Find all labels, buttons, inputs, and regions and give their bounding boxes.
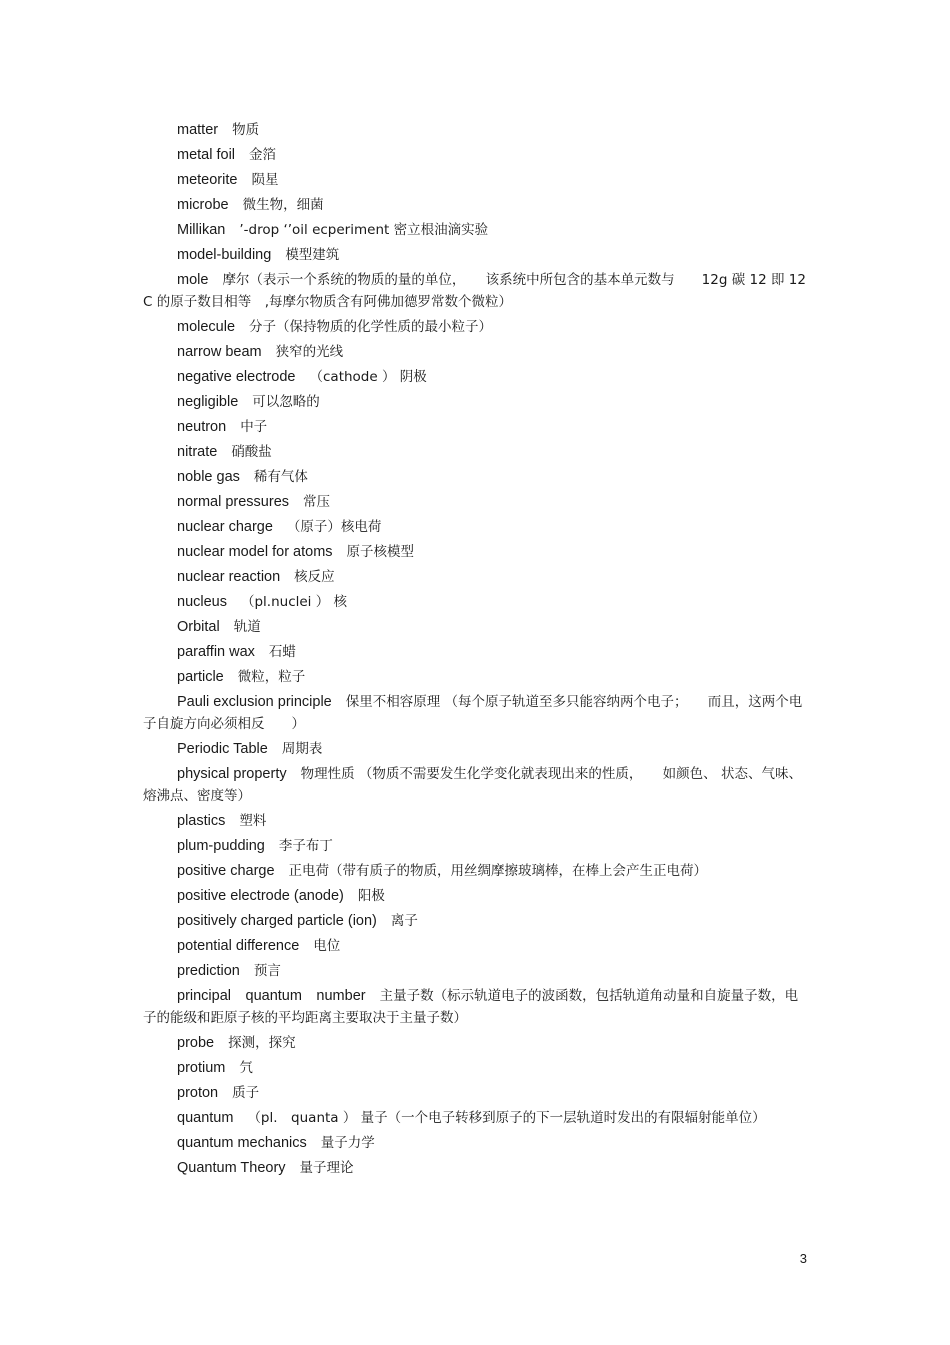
entry-term: Quantum Theory [177,1160,286,1176]
entry-definition: 原子核模型 [346,544,415,560]
glossary-entry [143,738,811,760]
entry-definition: 石蜡 [268,644,296,660]
entry-definition: 稀有气体 [253,469,308,485]
entry-term: physical property [177,766,287,782]
entry-term: Pauli exclusion principle [177,694,332,710]
entry-term: proton [177,1085,219,1101]
glossary-entry [143,441,811,463]
entry-definition: 探测，探究 [228,1035,296,1051]
glossary-entry [143,316,811,338]
entry-term: prediction [177,963,240,979]
entry-definition: 量子力学 [320,1135,375,1151]
entry-definition: （pl. quanta ） 量子（一个电子转移到原子的下一层轨道时发出的有限辐射能单位） [247,1110,766,1126]
entry-term: Orbital [177,619,220,635]
entry-term: Millikan [177,222,226,238]
entry-term: noble gas [177,469,240,485]
entry-definition: 陨星 [251,172,279,188]
glossary-entry [143,910,811,932]
entry-definition: 氕 [239,1060,253,1076]
entry-term: paraffin wax [177,644,255,660]
entry-term: protium [177,1060,226,1076]
glossary-entry [143,763,811,807]
glossary-entry [143,860,811,882]
entry-term: quantum [177,1110,234,1126]
entry-definition: 正电荷（带有质子的物质，用丝绸摩擦玻璃棒，在棒上会产生正电荷） [288,863,708,879]
entry-term: normal pressures [177,494,290,510]
entry-definition: 微粒，粒子 [237,669,306,685]
entry-term: nuclear model for atoms [177,544,333,560]
glossary-entry [143,985,811,1029]
entry-definition: 离子 [390,913,418,929]
entry-definition: 量子理论 [299,1160,354,1176]
glossary-entry [143,1157,811,1179]
entry-term: positively charged particle (ion) [177,913,377,929]
glossary-entry [143,641,811,663]
entry-term: neutron [177,419,227,435]
glossary-entry [143,960,811,982]
entry-term: potential difference [177,938,300,954]
glossary-entry [143,835,811,857]
entry-term: model-building [177,247,272,263]
entry-definition: 物质 [232,122,260,138]
entry-definition: 主量子数（标示轨道电子的波函数，包括轨道角动量和自旋量子数，电子的能级和距原子核的平均距离主要取决于主量子数） [143,988,799,1026]
entry-term: molecule [177,319,236,335]
glossary-entry [143,1032,811,1054]
glossary-entry [143,691,811,735]
glossary-entry [143,169,811,191]
entry-definition: 金箔 [249,147,277,163]
glossary-entry [143,144,811,166]
entry-term: probe [177,1035,215,1051]
entry-term: negligible [177,394,239,410]
entry-definition: 质子 [232,1085,260,1101]
entry-term: nuclear reaction [177,569,281,585]
entry-term: particle [177,669,224,685]
entry-definition: （原子）核电荷 [286,519,382,535]
glossary-entry [143,666,811,688]
glossary-entry [143,516,811,538]
entry-definition: 硝酸盐 [231,444,272,460]
entry-definition: 可以忽略的 [252,394,320,410]
entry-term: narrow beam [177,344,262,360]
entry-definition: 周期表 [281,741,323,757]
glossary-entry [143,269,811,313]
entry-term: plastics [177,813,226,829]
entry-term: mole [177,272,209,288]
entry-term: nitrate [177,444,218,460]
entry-definition: 核反应 [294,569,335,585]
glossary-entry [143,616,811,638]
glossary-entry [143,1057,811,1079]
glossary-entry [143,391,811,413]
glossary-entry [143,341,811,363]
entry-definition: 微生物，细菌 [242,197,324,213]
entry-definition: 物理性质 （物质不需要发生化学变化就表现出来的性质， 如颜色、 状态、气味、熔沸点、密度等） [143,766,802,804]
entry-term: plum-pudding [177,838,265,854]
entry-term: nuclear charge [177,519,273,535]
entry-term: meteorite [177,172,238,188]
entry-definition: 分子（保持物质的化学性质的最小粒子） [249,319,493,335]
glossary-entry [143,566,811,588]
entry-definition: 阳极 [357,888,385,904]
glossary-entry [143,591,811,613]
glossary-entry [143,885,811,907]
entry-term: positive charge [177,863,275,879]
entry-term: nucleus [177,594,227,610]
entry-term: matter [177,122,219,138]
entry-definition: 常压 [303,494,331,510]
glossary-entry [143,541,811,563]
glossary-entry [143,119,811,141]
entry-term: principal quantum number [177,988,366,1004]
entry-definition: 中子 [240,419,268,435]
glossary-entry [143,194,811,216]
entry-definition: 电位 [313,938,341,954]
entry-term: microbe [177,197,229,213]
glossary-entry [143,416,811,438]
entry-definition: 轨道 [233,619,261,635]
glossary-entry [143,491,811,513]
entry-definition: （cathode ） 阴极 [309,369,427,385]
glossary-entry [143,366,811,388]
entry-definition: 模型建筑 [285,247,340,263]
glossary-entry [143,935,811,957]
glossary-entry [143,1132,811,1154]
glossary-entry [143,244,811,266]
entry-definition: 塑料 [239,813,267,829]
glossary-entry [143,810,811,832]
entry-term: positive electrode (anode) [177,888,344,904]
glossary-entry [143,219,811,241]
page-number: 3 [799,1251,807,1266]
glossary-entry [143,466,811,488]
entry-term: metal foil [177,147,236,163]
entry-definition: 摩尔（表示一个系统的物质的量的单位， 该系统中所包含的基本单元数与 12g 碳 12 即 12C 的原子数目相等 ,每摩尔物质含有阿佛加德罗常数个微粒） [143,272,806,310]
entry-definition: 狭窄的光线 [275,344,344,360]
entry-definition: 保里不相容原理 （每个原子轨道至多只能容纳两个电子； 而且，这两个电子自旋方向必须相反 ） [143,694,803,732]
entry-definition: ’-drop ‘’oil ecperiment 密立根油滴实验 [239,222,489,238]
entry-definition: （pl.nuclei ） 核 [240,594,348,610]
glossary-list [143,119,811,1182]
entry-term: Periodic Table [177,741,268,757]
entry-definition: 李子布丁 [278,838,333,854]
entry-definition: 预言 [253,963,281,979]
entry-term: negative electrode [177,369,296,385]
glossary-entry [143,1107,811,1129]
glossary-entry [143,1082,811,1104]
entry-term: quantum mechanics [177,1135,307,1151]
